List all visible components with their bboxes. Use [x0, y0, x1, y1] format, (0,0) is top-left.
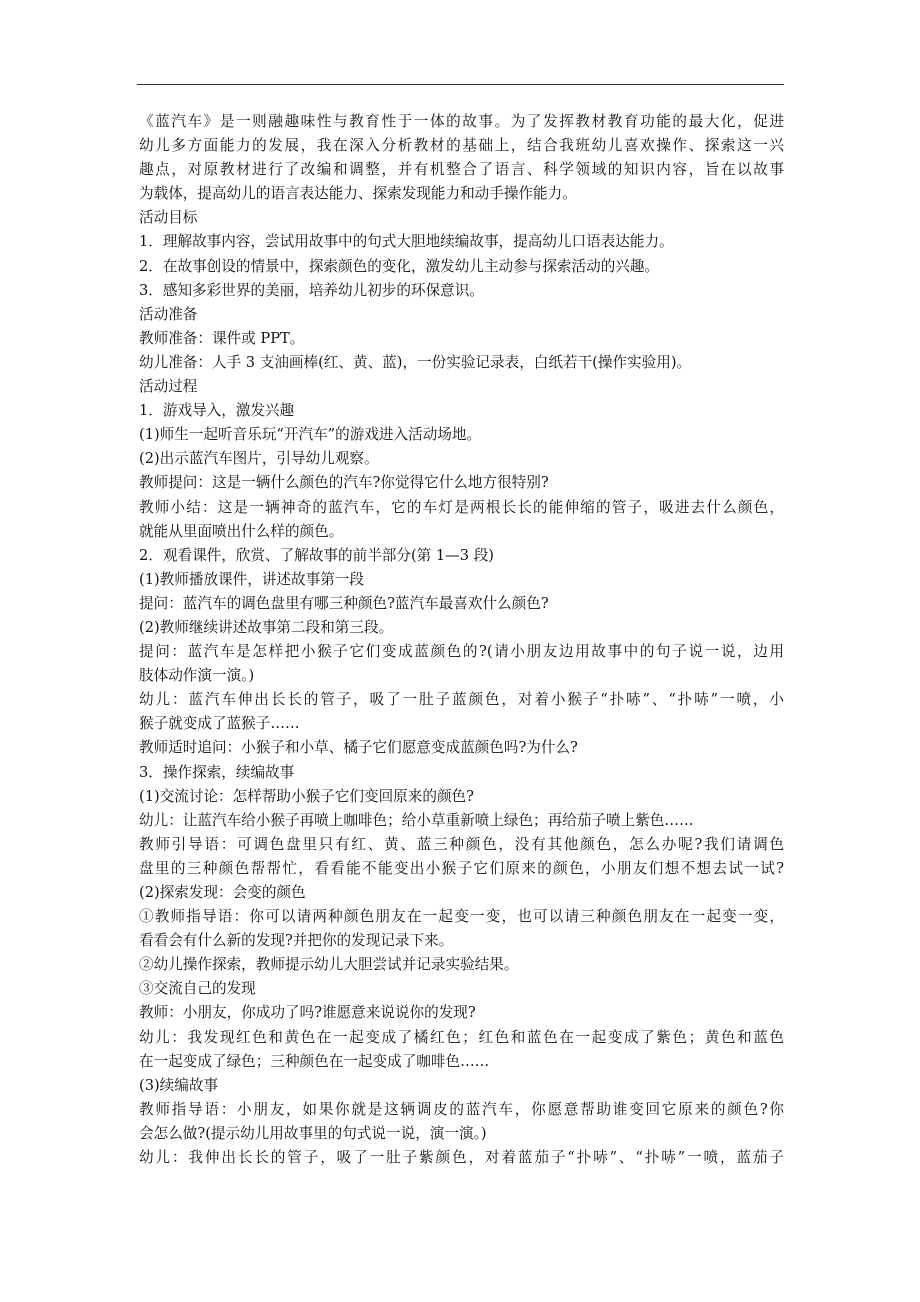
text-line: 提问：蓝汽车的调色盘里有哪三种颜色?蓝汽车最喜欢什么颜色? [139, 594, 549, 612]
text-line: 1．游戏导入，激发兴趣 [139, 402, 295, 420]
text-line: 在一起变成了绿色；三种颜色在一起变成了咖啡色…… [139, 1052, 490, 1070]
text-line: 活动准备 [139, 305, 198, 323]
text-line: 幼儿：蓝汽车伸出长长的管子，吸了一肚子蓝颜色，对着小猴子“扑哧”、“扑哧”一喷，小 [139, 691, 784, 709]
text-line: ②幼儿操作探索，教师提示幼儿大胆尝试并记录实验结果。 [139, 956, 519, 974]
text-line: 3．感知多彩世界的美丽，培养幼儿初步的环保意识。 [139, 281, 484, 299]
text-line: 《蓝汽车》是一则融趣味性与教育性于一体的故事。为了发挥教材教育功能的最大化，促进 [139, 113, 784, 130]
document-body [139, 110, 784, 1170]
text-line: 提问：蓝汽车是怎样把小猴子它们变成蓝颜色的?(请小朋友边用故事中的句子说一说，边用 [139, 643, 784, 661]
text-line: 就能从里面喷出什么样的颜色。 [139, 522, 344, 540]
text-line: 幼儿：我发现红色和黄色在一起变成了橘红色；红色和蓝色在一起变成了紫色；黄色和蓝色 [139, 1028, 784, 1046]
text-line: (1)教师播放课件，讲述故事第一段 [139, 570, 364, 588]
text-line: (2)探索发现：会变的颜色 [139, 884, 306, 901]
text-line: ③交流自己的发现 [139, 980, 256, 998]
text-line: 趣点，对原教材进行了改编和调整，并有机整合了语言、科学领域的知识内容，旨在以故事 [139, 161, 784, 179]
text-line: 肢体动作演一演。) [139, 667, 255, 685]
text-line: 教师准备：课件或 PPT。 [139, 329, 305, 347]
text-line: ①教师指导语：你可以请两种颜色朋友在一起变一变，也可以请三种颜色朋友在一起变一变， [139, 908, 784, 926]
text-line: 活动过程 [139, 378, 198, 396]
text-line: 为载体，提高幼儿的语言表达能力、探索发现能力和动手操作能力。 [139, 185, 577, 203]
text-line: 会怎么做?(提示幼儿用故事里的句式说一说，演一演。) [139, 1124, 487, 1142]
text-line: 2．在故事创设的情景中，探索颜色的变化，激发幼儿主动参与探索活动的兴趣。 [139, 257, 660, 275]
text-line: (2)教师继续讲述故事第二段和第三段。 [139, 618, 394, 636]
text-line: 幼儿多方面能力的发展，我在深入分析教材的基础上，结合我班幼儿喜欢操作、探索这一兴 [139, 137, 784, 155]
text-line: 猴子就变成了蓝猴子…… [139, 715, 300, 733]
header-rule [137, 84, 784, 85]
text-line: 1．理解故事内容，尝试用故事中的句式大胆地续编故事，提高幼儿口语表达能力。 [139, 233, 674, 251]
text-line: 教师小结：这是一辆神奇的蓝汽车，它的车灯是两根长长的能伸缩的管子，吸进去什么颜色， [139, 498, 784, 516]
text-line: 教师适时追问：小猴子和小草、橘子它们愿意变成蓝颜色吗?为什么? [139, 739, 578, 757]
text-line: 幼儿准备：人手 3 支油画棒(红、黄、蓝)，一份实验记录表，白纸若干(操作实验用)。 [139, 353, 692, 371]
text-line: 教师提问：这是一辆什么颜色的汽车?你觉得它什么地方很特别? [139, 474, 549, 492]
text-line: (3)续编故事 [139, 1076, 219, 1094]
text-line: 教师指导语：小朋友，如果你就是这辆调皮的蓝汽车，你愿意帮助谁变回它原来的颜色?你 [139, 1100, 784, 1118]
text-line: 幼儿：我伸出长长的管子，吸了一肚子紫颜色，对着蓝茄子“扑哧”、“扑哧”一喷，蓝茄子 [139, 1149, 784, 1167]
text-line: (1)交流讨论：怎样帮助小猴子它们变回原来的颜色? [139, 787, 474, 805]
text-line: 活动目标 [139, 209, 198, 227]
text-line: 2．观看课件，欣赏、了解故事的前半部分(第 1—3 段) [139, 546, 494, 564]
text-line: 看看会有什么新的发现?并把你的发现记录下来。 [139, 932, 454, 950]
text-line: 教师引导语：可调色盘里只有红、黄、蓝三种颜色，没有其他颜色，怎么办呢?我们请调色 [139, 835, 784, 853]
text-line: 幼儿：让蓝汽车给小猴子再喷上咖啡色；给小草重新喷上绿色；再给茄子喷上紫色…… [139, 811, 694, 829]
text-line: 盘里的三种颜色帮帮忙，看看能不能变出小猴子它们原来的颜色，小朋友们想不想去试一试? [139, 859, 784, 877]
text-line: 教师：小朋友，你成功了吗?谁愿意来说说你的发现? [139, 1004, 476, 1022]
text-line: 3．操作探索，续编故事 [139, 763, 295, 781]
text-line: (2)出示蓝汽车图片，引导幼儿观察。 [139, 450, 379, 468]
text-line: (1)师生一起听音乐玩“开汽车”的游戏进入活动场地。 [139, 426, 482, 444]
